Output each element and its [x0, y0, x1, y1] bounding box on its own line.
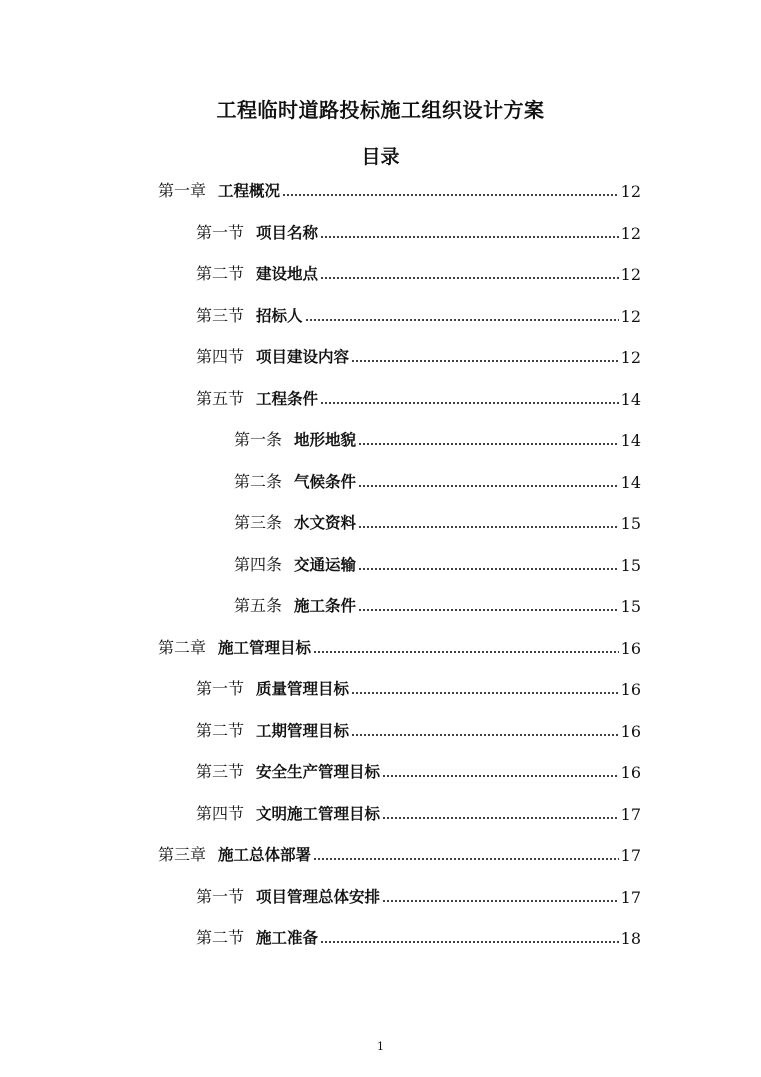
toc-dot-leader [320, 390, 619, 406]
toc-entry-page: 17 [620, 887, 641, 907]
toc-entry-title: 施工管理目标 [218, 638, 312, 657]
toc-dot-leader [382, 805, 619, 821]
toc-entry-page: 17 [620, 846, 641, 865]
toc-entry-number: 第三章 [158, 845, 207, 864]
toc-dot-leader [305, 307, 619, 323]
toc-entry-title: 项目管理总体安排 [256, 887, 381, 906]
toc-entry-title: 工程概况 [218, 182, 281, 200]
toc-dot-leader [382, 763, 619, 779]
toc-entry [234, 590, 641, 616]
toc-dot-leader [358, 473, 619, 489]
toc-entry-number: 第一节 [196, 679, 245, 698]
toc-entry [196, 341, 641, 367]
toc-entry-number: 第四条 [234, 554, 283, 574]
toc-entry-title: 气候条件 [294, 472, 357, 491]
toc-entry [196, 922, 641, 948]
toc-entry-page: 16 [620, 638, 641, 658]
toc-entry-page: 16 [620, 680, 641, 699]
toc-entry [158, 839, 641, 865]
toc-entry [196, 798, 641, 824]
toc-entry-page: 15 [620, 597, 641, 616]
toc-dot-leader [382, 888, 619, 904]
toc-entry-number: 第二章 [158, 637, 207, 657]
toc-entry-page: 16 [620, 721, 641, 741]
toc-entry-title: 工期管理目标 [256, 721, 350, 740]
toc-entry-title: 施工总体部署 [218, 846, 312, 864]
toc-entry [196, 881, 641, 907]
toc-entry [234, 549, 641, 575]
toc-entry [196, 383, 641, 409]
toc-entry-title: 项目名称 [256, 223, 319, 242]
toc-entry [234, 466, 641, 492]
toc-entry-page: 14 [620, 431, 641, 450]
toc-entry-number: 第一节 [196, 222, 245, 242]
toc-entry-title: 水文资料 [294, 514, 357, 532]
toc-entry-number: 第四节 [196, 803, 245, 823]
toc-entry-title: 施工准备 [256, 929, 319, 947]
toc-entry-number: 第四节 [196, 347, 245, 366]
toc-entry-title: 文明施工管理目标 [256, 804, 381, 823]
toc-entry-title: 安全生产管理目标 [256, 763, 381, 781]
toc-entry-page: 17 [620, 804, 641, 824]
toc-entry-page: 12 [620, 348, 641, 367]
toc-entry-number: 第一条 [234, 430, 283, 449]
toc-entry [234, 507, 641, 533]
toc-dot-leader [358, 556, 619, 572]
toc-entry-page: 14 [620, 472, 641, 492]
toc-entry-page: 15 [620, 555, 641, 575]
toc-dot-leader [358, 431, 619, 447]
toc-heading: 目录 [361, 146, 400, 168]
toc-entry-number: 第二节 [196, 928, 245, 947]
toc-dot-leader [320, 265, 619, 281]
page-number: 1 [377, 1040, 384, 1053]
toc-dot-leader [282, 182, 619, 198]
toc-entry-number: 第三节 [196, 762, 245, 781]
toc-entry-title: 项目建设内容 [256, 348, 350, 366]
toc-entry [196, 258, 641, 284]
toc-entry-title: 质量管理目标 [256, 680, 350, 698]
toc-entry-title: 交通运输 [294, 555, 357, 574]
toc-dot-leader [351, 680, 619, 696]
toc-entry-page: 12 [620, 306, 641, 326]
toc-entry-number: 第三条 [234, 513, 283, 532]
toc-entry-number: 第五条 [234, 596, 283, 615]
toc-entry [196, 715, 641, 741]
toc-dot-leader [313, 639, 619, 655]
toc-entry-number: 第一章 [158, 181, 207, 200]
toc-entry-title: 工程条件 [256, 389, 319, 408]
toc-entry [196, 673, 641, 699]
toc-dot-leader [358, 514, 619, 530]
toc-dot-leader [313, 846, 619, 862]
toc-entry-page: 16 [620, 763, 641, 782]
toc-entry-title: 施工条件 [294, 597, 357, 615]
toc-entry-number: 第一节 [196, 886, 245, 906]
toc-entry-page: 12 [620, 182, 641, 201]
toc-dot-leader [320, 224, 619, 240]
toc-entry [196, 300, 641, 326]
toc-entry-number: 第二节 [196, 264, 245, 283]
toc-entry-page: 12 [620, 265, 641, 284]
toc-entry [158, 632, 641, 658]
toc-entry [196, 217, 641, 243]
toc-entry [234, 424, 641, 450]
document-title: 工程临时道路投标施工组织设计方案 [216, 98, 545, 122]
toc-entry-page: 18 [620, 929, 641, 948]
toc-entry-page: 14 [620, 389, 641, 409]
toc-entry-page: 12 [620, 223, 641, 243]
toc-entry-title: 招标人 [256, 306, 303, 325]
toc-entry-number: 第二节 [196, 720, 245, 740]
toc-entry-number: 第五节 [196, 388, 245, 408]
toc-dot-leader [320, 929, 619, 945]
toc-entry-title: 建设地点 [256, 265, 319, 283]
toc-entry-number: 第三节 [196, 305, 245, 325]
toc-dot-leader [351, 722, 619, 738]
toc-entry-number: 第二条 [234, 471, 283, 491]
toc-dot-leader [358, 597, 619, 613]
toc-entry [158, 175, 641, 201]
toc-entry-title: 地形地貌 [294, 431, 357, 449]
toc-entry [196, 756, 641, 782]
toc-dot-leader [351, 348, 619, 364]
toc-entry-page: 15 [620, 514, 641, 533]
